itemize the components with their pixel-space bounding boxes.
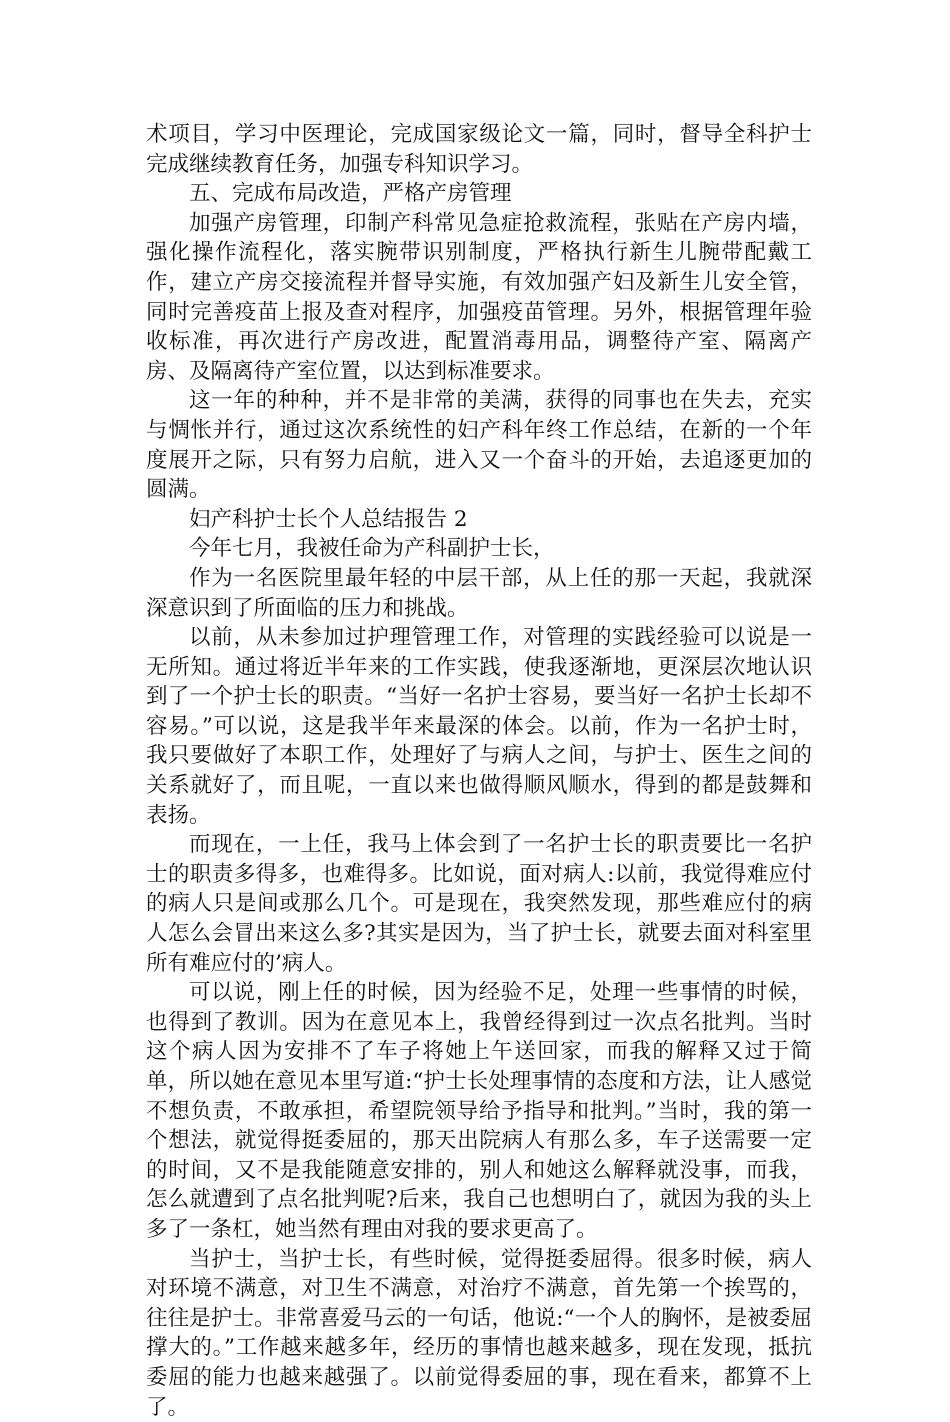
document-page <box>146 120 812 1422</box>
report-title-2: 妇产科护士长个人总结报告 2 <box>189 506 468 532</box>
paragraph-past-experience: 以前，从未参加过护理管理工作，对管理的实践经验可以说是一无所知。通过将近半年来的工作实践，使我逐渐地，更深层次地认识到了一个护士长的职责。“当好一名护士容易，要当好一名护士长却不容易。”可以说，这是我半年来最深的体会。以前，作为一名护士时，我只要做好了本职工作，处理好了与病人之间，与护士、医生之间的关系就好了，而且呢，一直以来也做得顺风顺水，得到的都是鼓舞和表扬。 <box>146 625 812 828</box>
paragraph-year-summary: 这一年的种种，并不是非常的美满，获得的同事也在失去，充实与惆怅并行，通过这次系统性的妇产科年终工作总结，在新的一个年度展开之际，只有努力启航，进入又一个奋斗的开始，去追逐更加的圆满。 <box>146 388 812 503</box>
paragraph-continuation: 术项目，学习中医理论，完成国家级论文一篇，同时，督导全科护士完成继续教育任务，加强专科知识学习。 <box>146 122 812 177</box>
paragraph-delivery-room: 加强产房管理，印制产科常见急症抢救流程，张贴在产房内墙，强化操作流程化，落实腕带识别制度，严格执行新生儿腕带配戴工作，建立产房交接流程并督导实施，有效加强产妇及新生儿安全管，同时完善疫苗上报及查对程序，加强疫苗管理。另外，根据管理年验收标准，再次进行产房改进，配置消毒用品，调整待产室、隔离产房、及隔离待产室位置，以达到标准要求。 <box>146 210 812 384</box>
paragraph-lesson: 可以说，刚上任的时候，因为经验不足，处理一些事情的时候，也得到了教训。因为在意见本上，我曾经得到过一次点名批判。当时这个病人因为安排不了车子将她上午送回家，而我的解释又过于简单，所以她在意见本里写道:“护士长处理事情的态度和方法，让人感觉不想负责，不敢承担，希望院领导给予指导和批判。”当时，我的第一个想法，就觉得挺委屈的，那天出院病人有那么多，车子送需要一定的时间，又不是我能随意安排的，别人和她这么解释就没事，而我，怎么就遭到了点名批判呢?后来，我自己也想明白了，就因为我的头上多了一条杠，她当然有理由对我的要求更高了。 <box>146 980 812 1242</box>
paragraph-appointment: 今年七月，我被任命为产科副护士长， <box>189 536 555 562</box>
paragraph-new-duties: 而现在，一上任，我马上体会到了一名护士长的职责要比一名护士的职责多得多，也难得多。比如说，面对病人:以前，我觉得难应付的病人只是间或那么几个。可是现在，我突然发现，那些难应付的病人怎么会冒出来这么多?其实是因为，当了护士长，就要去面对科室里所有难应付的’病人。 <box>146 832 812 976</box>
section-heading-layout: 五、完成布局改造，严格产房管理 <box>189 181 512 207</box>
paragraph-grievance: 当护士，当护士长，有些时候，觉得挺委屈得。很多时候，病人对环境不满意，对卫生不满意，对治疗不满意，首先第一个挨骂的，往往是护士。非常喜爱马云的一句话，他说:“一个人的胸怀，是被委屈撑大的。”工作越来越多年，经历的事情也越来越多，现在发现，抵抗委屈的能力也越来越强了。以前觉得委屈的事，现在看来，都算不上了。 <box>146 1246 812 1420</box>
paragraph-pressure: 作为一名医院里最年轻的中层干部，从上任的那一天起，我就深深意识到了所面临的压力和挑战。 <box>146 565 812 621</box>
